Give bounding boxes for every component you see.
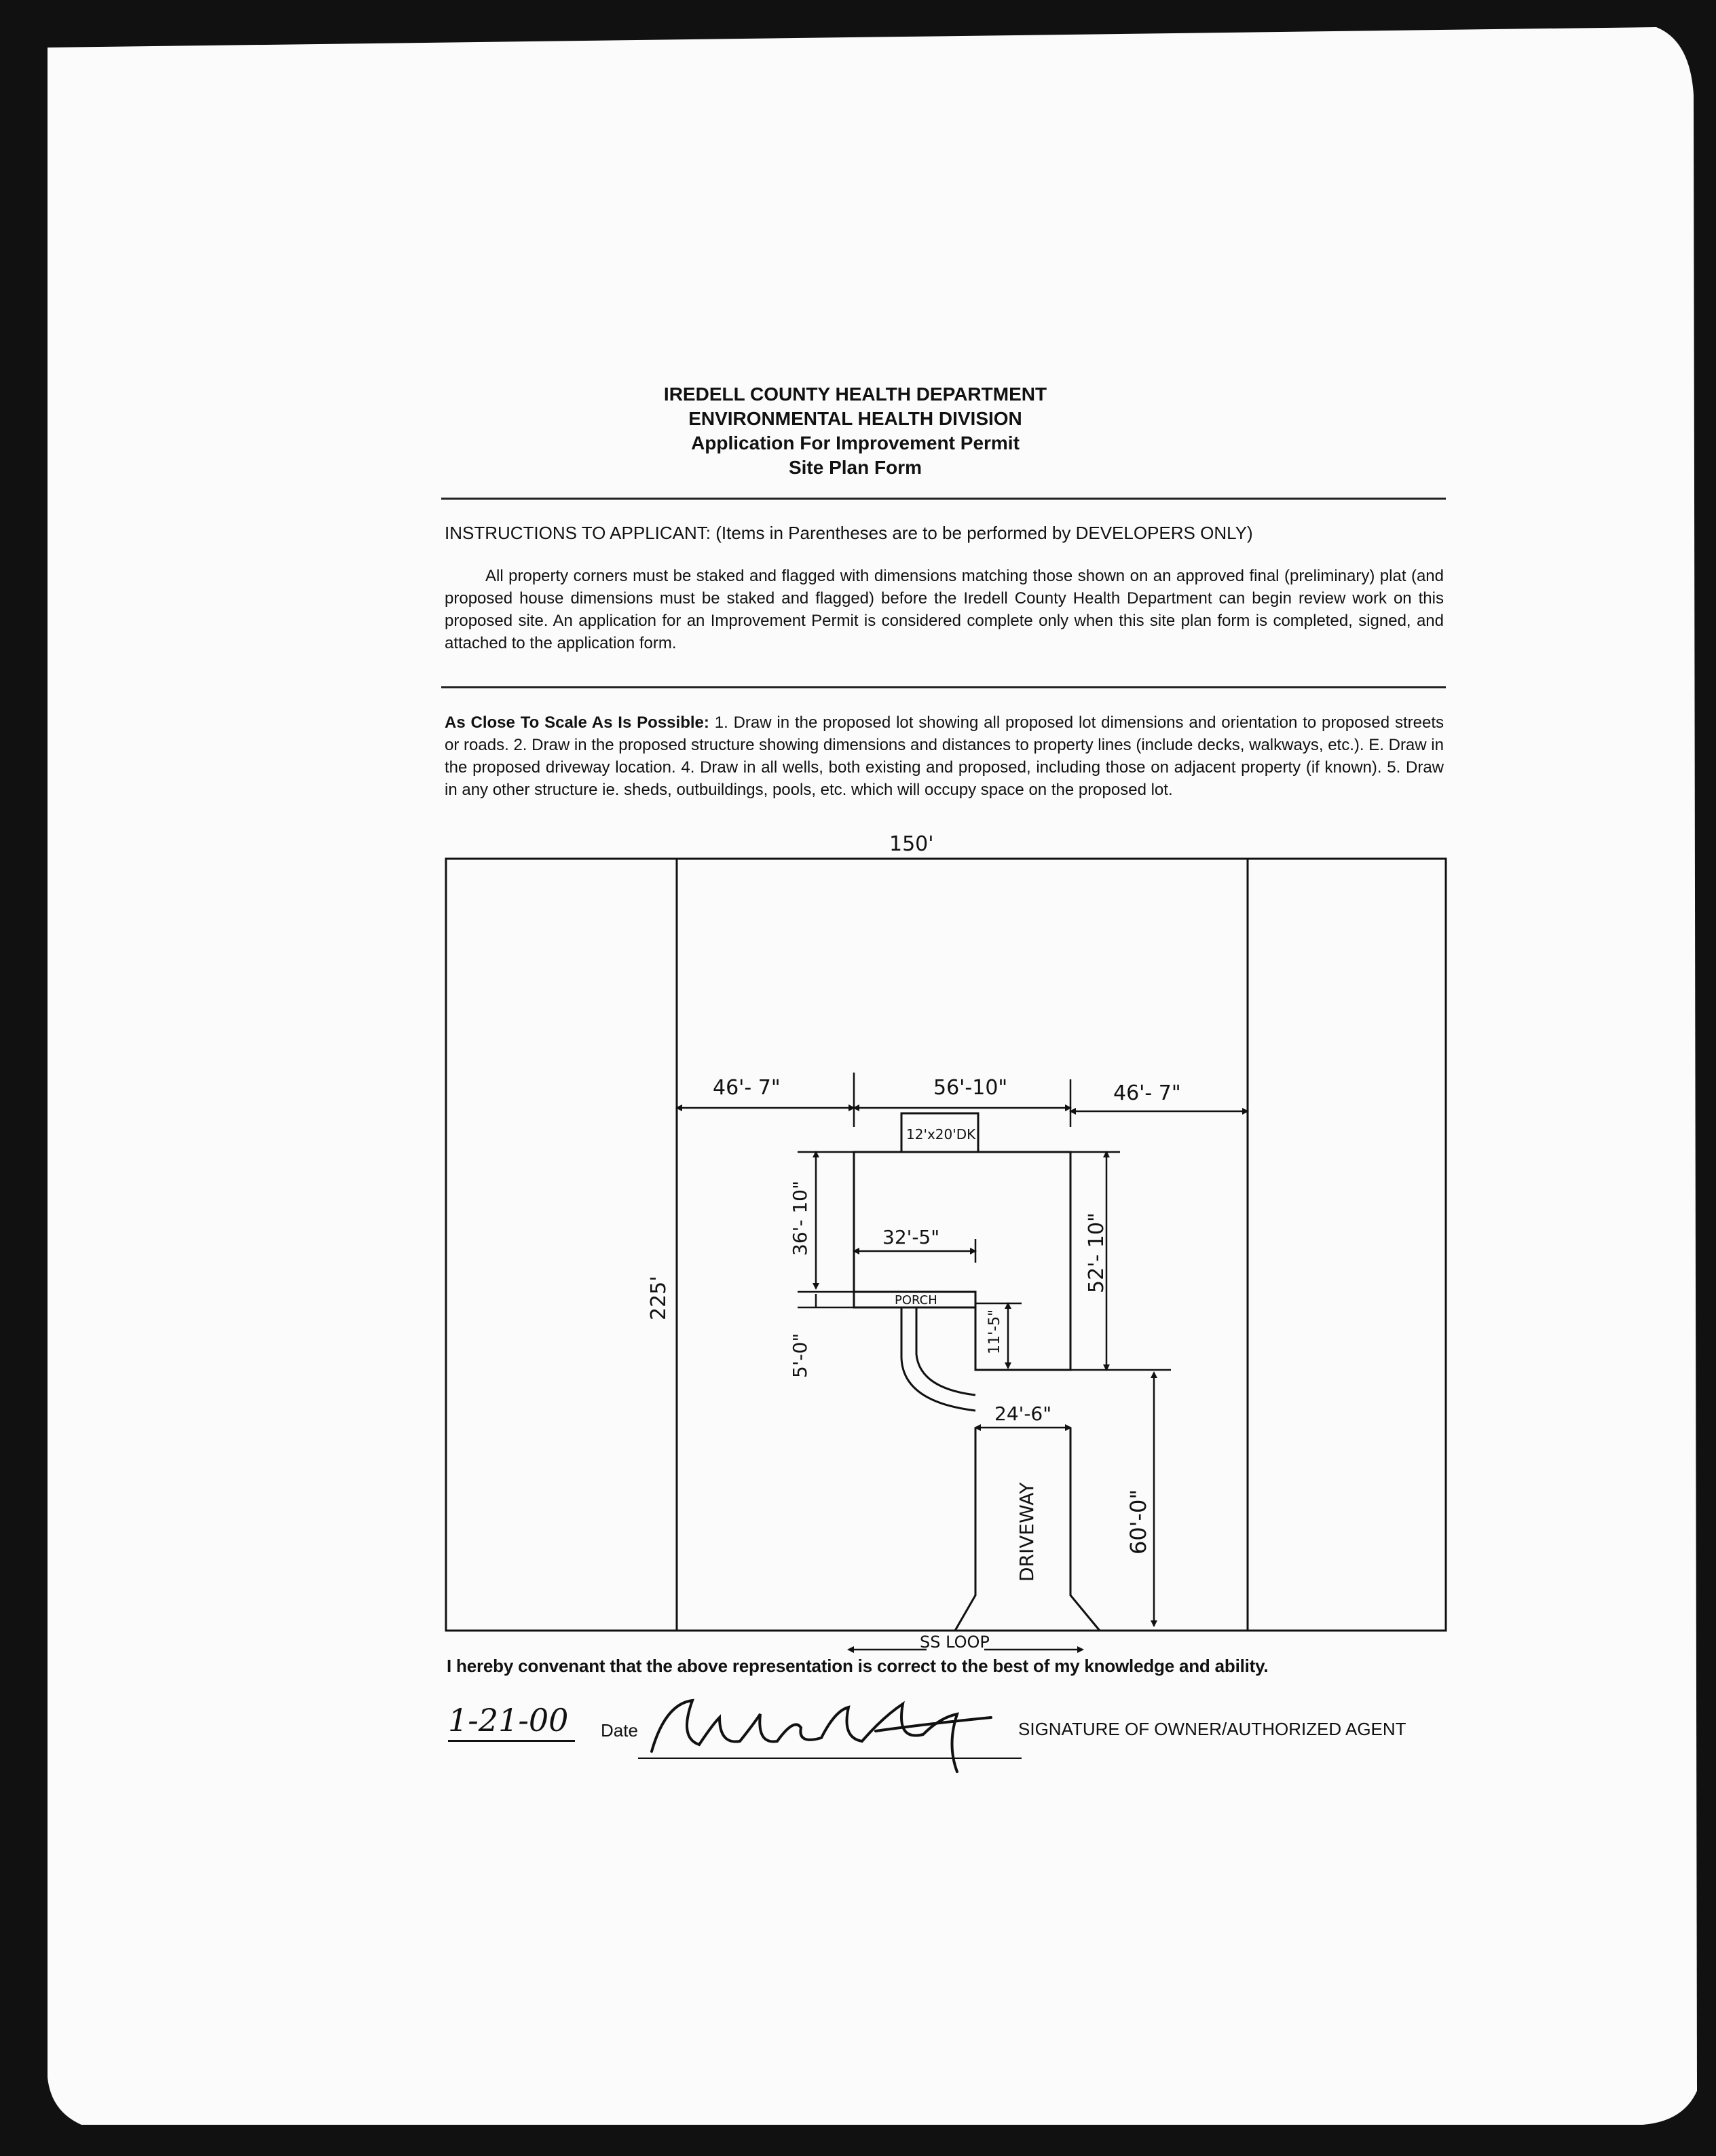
date-value: 1-21-00: [448, 1702, 575, 1742]
porch-depth-label: 5'-0": [789, 1333, 811, 1378]
left-depth-label: 36'- 10": [789, 1181, 811, 1256]
garage-width-label: 24'-6": [994, 1402, 1052, 1425]
garage-offset-label: 11'-5": [986, 1309, 1003, 1354]
scale-instructions-text: 1. Draw in the proposed lot showing all proposed lot dimensions and orientation to proposed streets or roads. 2. Draw in the proposed structure showing dimensions and distances to property lines (include decks, walkways, etc.). E. Draw in the proposed driveway location. 4. Draw in all wells, both existing and proposed, including those on adjacent property (if known). 5. Draw in any other structure ie. sheds, outbuildings, pools, etc. which will occupy space on the proposed lot.: [445, 713, 1444, 799]
right-setback-label: 46'- 7": [1113, 1081, 1181, 1105]
porch-label: PORCH: [895, 1293, 937, 1307]
header-division: ENVIRONMENTAL HEALTH DIVISION: [688, 408, 1022, 429]
front-setback-label: 60'-0": [1125, 1489, 1151, 1555]
porch-width-label: 32'-5": [882, 1226, 940, 1248]
signature: [638, 1677, 1025, 1779]
lot-width-label: 150': [889, 832, 934, 856]
right-depth-label: 52'- 10": [1085, 1212, 1108, 1293]
header-form-name: Application For Improvement Permit: [691, 432, 1020, 453]
instructions-body: All property corners must be staked and flagged with dimensions matching those shown on an approved final (preliminary) plat (and proposed house dimensions must be staked and flagged) before the Iredell County Health Department can begin review work on this proposed site. An application for an Improvement Permit is considered complete only when this site plan form is completed, signed, and attached to the application form.: [445, 567, 1444, 652]
signature-label: SIGNATURE OF OWNER/AUTHORIZED AGENT: [1018, 1719, 1406, 1739]
left-setback-label: 46'- 7": [713, 1076, 781, 1100]
header-form-subtitle: Site Plan Form: [788, 457, 922, 478]
lot-depth-label: 225': [647, 1276, 671, 1320]
scale-instructions-lead: As Close To Scale As Is Possible:: [445, 713, 709, 732]
header-title: IREDELL COUNTY HEALTH DEPARTMENT: [663, 384, 1047, 405]
certification-statement: I hereby convenant that the above representation is correct to the best of my knowledge and ability.: [447, 1656, 1269, 1676]
house-outline: [854, 1113, 1100, 1631]
date-label: Date: [601, 1720, 638, 1741]
instructions-heading: INSTRUCTIONS TO APPLICANT: (Items in Parentheses are to be performed by DEVELOPERS ONLY): [445, 523, 1253, 543]
driveway-label: DRIVEWAY: [1015, 1482, 1038, 1582]
walkway: [901, 1307, 975, 1411]
house-width-label: 56'-10": [933, 1076, 1008, 1100]
road-label: SS LOOP: [920, 1633, 990, 1652]
site-plan-frame: [446, 859, 1446, 1631]
deck-label: 12'x20'DK: [906, 1126, 976, 1142]
